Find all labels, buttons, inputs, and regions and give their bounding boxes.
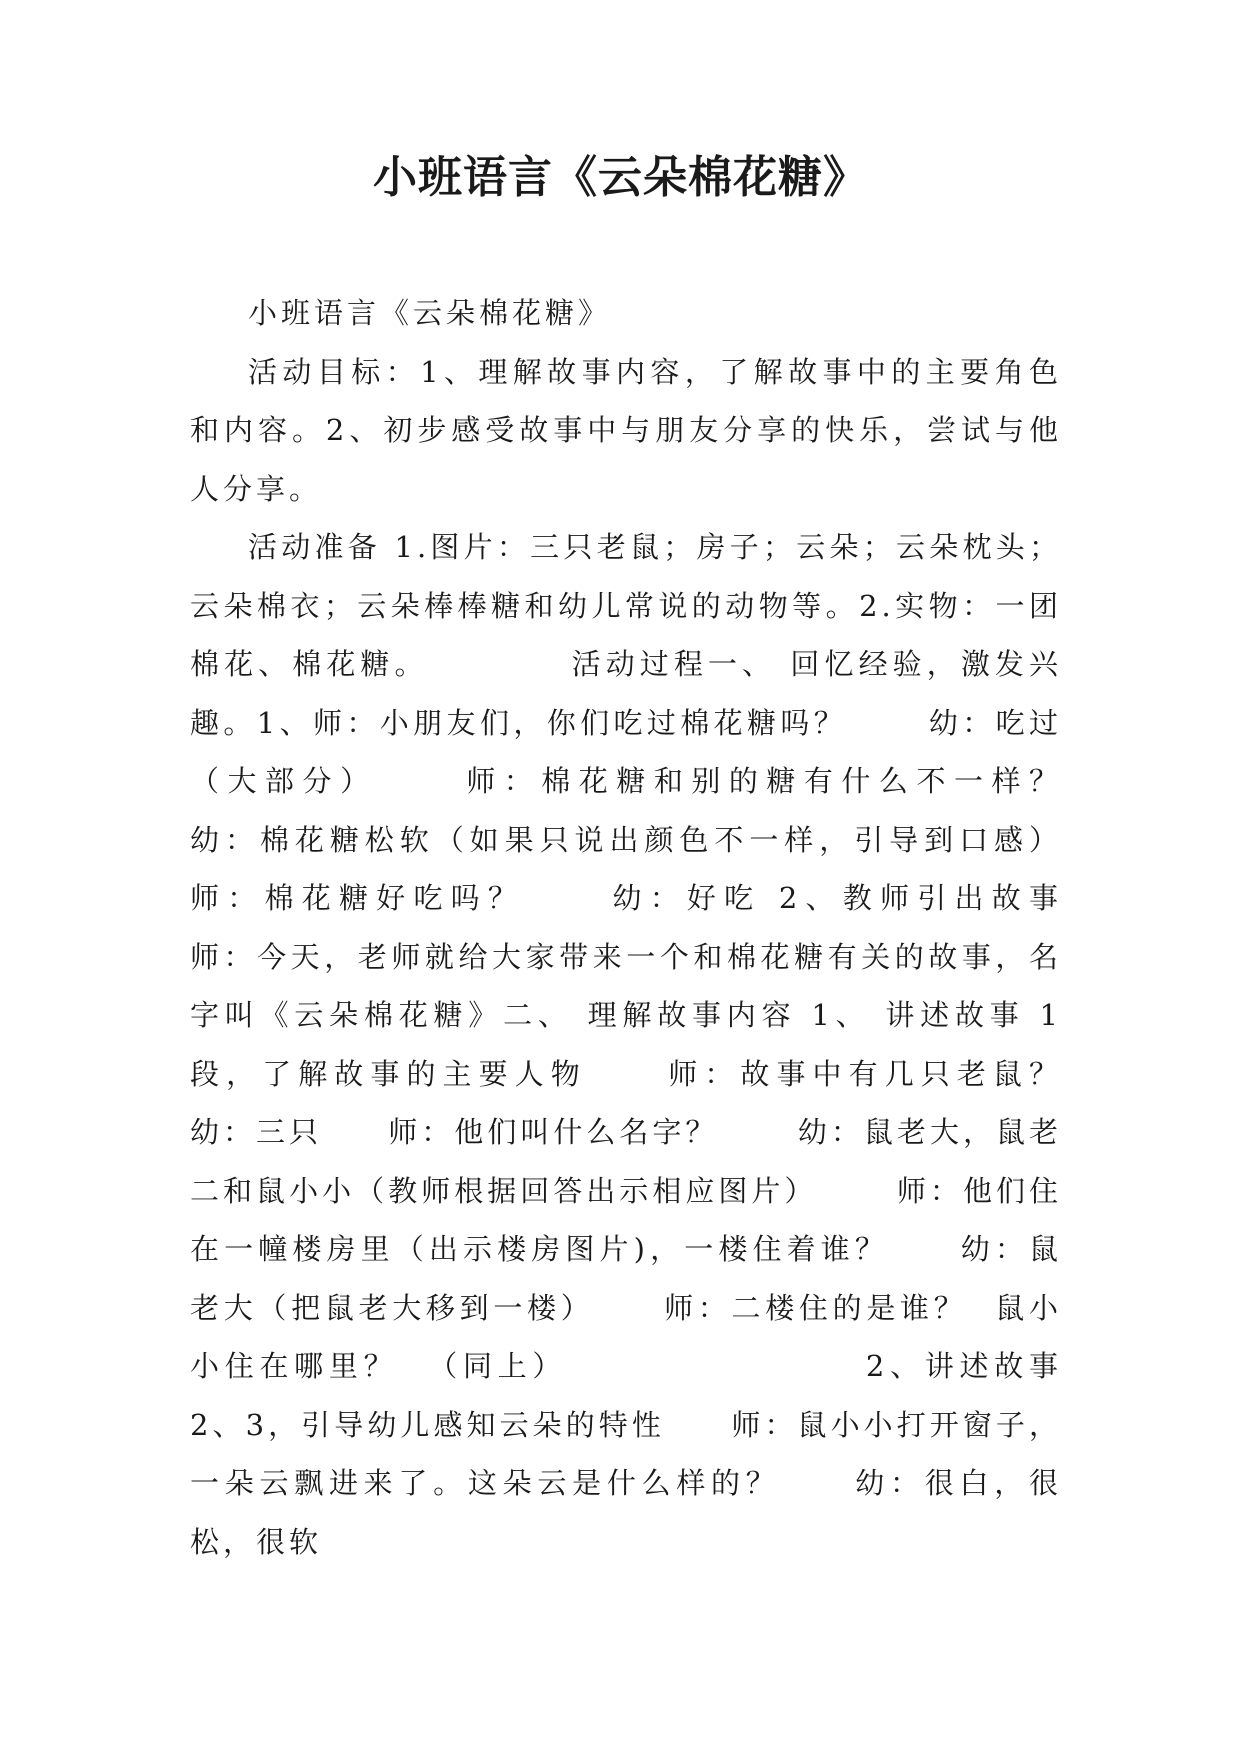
document-body xyxy=(190,284,1142,1571)
paragraph-activity-preparation: 活动准备 1.图片：三只老鼠；房子；云朵；云朵枕头；云朵棉衣；云朵棒棒糖和幼儿常说的动物等。2.实物：一团棉花、棉花糖。 活动过程一、 回忆经验，激发兴趣。1、师：小朋友们，你们吃过棉花糖吗？ 幼：吃过（大部分） 师：棉花糖和别的糖有什么不一样？ 幼：棉花糖松软（如果只说出颜色不一样，引导到口感） 师：棉花糖好吃吗？ 幼：好吃 2、教师引出故事 师：今天，老师就给大家带来一个和棉花糖有关的故事，名字叫《云朵棉花糖》二、 理解故事内容 1、 讲述故事 1 段，了解故事的主要人物 师：故事中有几只老鼠？ 幼：三只 师：他们叫什么名字？ 幼：鼠老大，鼠老二和鼠小小（教师根据回答出示相应图片） 师：他们住在一幢楼房里（出示楼房图片)，一楼住着谁？ 幼：鼠老大（把鼠老大移到一楼） 师：二楼住的是谁？ 鼠小小住在哪里？ （同上） 2、讲述故事 2、3，引导幼儿感知云朵的特性 师：鼠小小打开窗子，一朵云飘进来了。这朵云是什么样的？ 幼：很白，很松，很软 xyxy=(190,530,1142,1559)
paragraph-heading: 小班语言《云朵棉花糖》 xyxy=(248,296,612,330)
paragraph-activity-goals: 活动目标：1、理解故事内容，了解故事中的主要角色和内容。2、初步感受故事中与朋友分享的快乐，尝试与他人分享。 xyxy=(190,354,1062,506)
document-title: 小班语言《云朵棉花糖》 xyxy=(373,152,868,203)
